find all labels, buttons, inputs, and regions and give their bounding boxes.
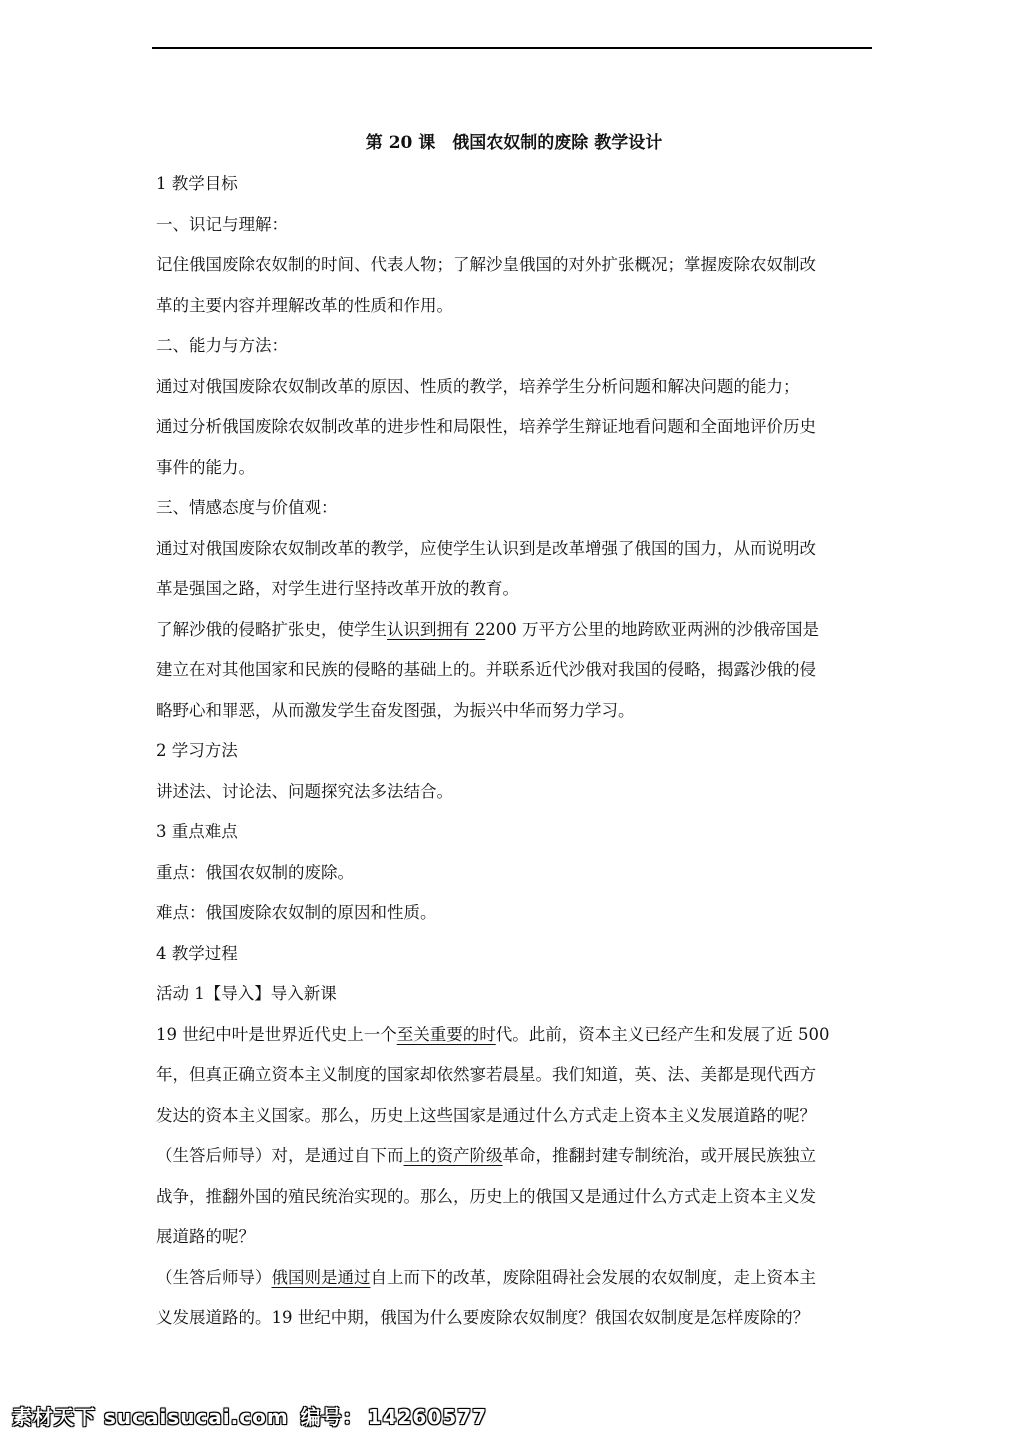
- subheading-knowledge: 一、识记与理解：: [156, 214, 288, 234]
- paragraph-line: 略野心和罪恶，从而激发学生奋发图强，为振兴中华而努力学习。: [156, 700, 635, 720]
- paragraph-line: 义发展道路的。19 世纪中期，俄国为什么要废除农奴制度？俄国农奴制度是怎样废除的？: [156, 1308, 810, 1327]
- paragraph-line: 记住俄国废除农奴制的时间、代表人物；了解沙皇俄国的对外扩张概况；掌握废除农奴制改: [156, 255, 816, 274]
- paragraph-line: 战争，推翻外国的殖民统治实现的。那么，历史上的俄国又是通过什么方式走上资本主义发: [156, 1186, 816, 1206]
- paragraph-line: 展道路的呢？: [156, 1227, 255, 1246]
- header-rule: [152, 47, 872, 49]
- paragraph-line: [156, 1145, 872, 1186]
- underlined-text: 俄国则是通过: [271, 1267, 371, 1287]
- paragraph-line: 发达的资本主义国家。那么，历史上这些国家是通过什么方式走上资本主义发展道路的呢？: [156, 1105, 816, 1125]
- underlined-text: 至关重要的时: [396, 1024, 496, 1044]
- document-body: [156, 132, 872, 1348]
- subheading-ability: 二、能力与方法：: [156, 336, 288, 355]
- text-segment: 自上而下的改革，废除阻碍社会发展的农奴制度，走上资本主: [370, 1267, 816, 1287]
- paragraph-line: 事件的能力。: [156, 457, 255, 477]
- text-segment: （生答后师导）: [156, 1267, 272, 1287]
- paragraph-line: 讲述法、讨论法、问题探究法多法结合。: [156, 781, 453, 801]
- paragraph-line: 年，但真正确立资本主义制度的国家却依然寥若晨星。我们知道，英、法、美都是现代西方: [156, 1065, 816, 1084]
- paragraph-line: 通过对俄国废除农奴制改革的教学，应使学生认识到是改革增强了俄国的国力，从而说明改: [156, 538, 816, 558]
- watermark-site: 素材天下 sucaisucai.com: [12, 1405, 289, 1429]
- paragraph-line: 通过分析俄国废除农奴制改革的进步性和局限性，培养学生辩证地看问题和全面地评价历史: [156, 417, 816, 436]
- paragraph-line: 革是强国之路，对学生进行坚持改革开放的教育。: [156, 579, 519, 598]
- activity-heading: 活动 1【导入】导入新课: [156, 984, 337, 1003]
- watermark: [12, 1401, 491, 1430]
- section-heading-methods: 2 学习方法: [156, 741, 238, 760]
- text-segment: 19 世纪中叶是世界近代史上一个: [156, 1024, 397, 1044]
- underlined-text: 认识到拥有 2: [387, 619, 486, 639]
- subheading-values: 三、情感态度与价值观：: [156, 498, 338, 517]
- watermark-id-label: 编号：: [300, 1405, 364, 1429]
- text-segment: 代。此前，资本主义已经产生和发展了近 500: [495, 1024, 830, 1044]
- underlined-text: 上的资产阶级: [403, 1146, 503, 1165]
- text-segment: 了解沙俄的侵略扩张史，使学生: [156, 619, 387, 639]
- paragraph-line: 重点：俄国农奴制的废除。: [156, 862, 354, 882]
- document-title: 第 20 课 俄国农奴制的废除 教学设计: [365, 133, 663, 153]
- section-heading-process: 4 教学过程: [156, 943, 238, 963]
- paragraph-line: 难点：俄国废除农奴制的原因和性质。: [156, 903, 437, 922]
- paragraph-line: [156, 1267, 872, 1308]
- section-heading-key-points: 3 重点难点: [156, 822, 238, 841]
- paragraph-line: 革的主要内容并理解改革的性质和作用。: [156, 295, 453, 315]
- text-segment: 200 万平方公里的地跨欧亚两洲的沙俄帝国是: [485, 619, 819, 639]
- text-segment: 革命，推翻封建专制统治，或开展民族独立: [502, 1146, 816, 1165]
- paragraph-line: 通过对俄国废除农奴制改革的原因、性质的教学，培养学生分析问题和解决问题的能力；: [156, 376, 800, 396]
- text-segment: （生答后师导）对，是通过自下而: [156, 1146, 404, 1165]
- section-heading-objectives: 1 教学目标: [156, 174, 238, 193]
- paragraph-line: [156, 619, 872, 660]
- watermark-id-value: 14260577: [367, 1405, 487, 1429]
- paragraph-line: [156, 1024, 872, 1065]
- paragraph-line: 建立在对其他国家和民族的侵略的基础上的。并联系近代沙俄对我国的侵略，揭露沙俄的侵: [156, 660, 816, 679]
